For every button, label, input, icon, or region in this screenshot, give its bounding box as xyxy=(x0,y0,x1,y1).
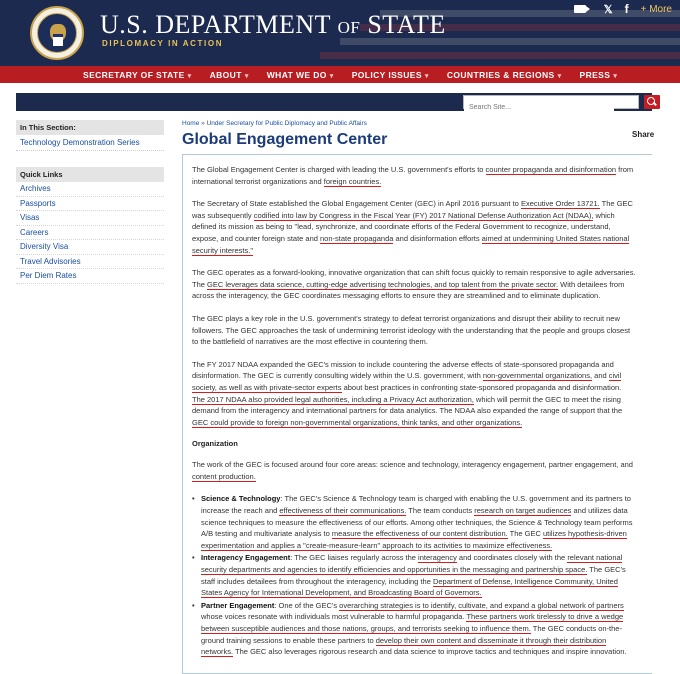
paragraph-3: The GEC operates as a forward-looking, innovative organization that can shift focus quickly to remain responsive to agile adversaries. The GEC leverages data science, cutting-edge advertising technologies, and top talent from the private sector. With detailees from across the interagency, the GEC coordinates messaging efforts to ensure they are streamlined and to eliminate duplication. xyxy=(192,268,636,301)
quick-link-passports[interactable]: Passports xyxy=(16,197,164,212)
chevron-down-icon: ▾ xyxy=(244,72,249,80)
list-item-science-technology: • Science & Technology: The GEC's Science & Technology team is charged with enabling the U.S. government and its partners to increase the reach and effectiveness of their communications. The team conducts research on target audiences and utilizes data science techniques to measure the effectiveness of our efforts. Among other techniques, the Science & Technology team performs A/B testing and multivariate analysis to measure the effectiveness of our content distribution. The GEC utilizes hypothesis-driven experimentation and applies a "create-measure-learn" approach to its activities to maximize effectiveness. xyxy=(192,493,636,551)
nav-secretary-of-state[interactable]: SECRETARY OF STATE ▾ xyxy=(83,69,192,80)
site-title[interactable]: U.S. DEPARTMENT OF STATE xyxy=(100,10,446,39)
shield-icon xyxy=(53,34,63,46)
chevron-down-icon: ▾ xyxy=(557,72,562,80)
quick-link-travel-advisories[interactable]: Travel Advisories xyxy=(16,255,164,270)
share-button[interactable]: Share xyxy=(632,130,655,139)
paragraph-6: The work of the GEC is focused around four core areas: science and technology, interagency engagement, partner engagement, and content production. xyxy=(192,460,633,481)
facebook-icon[interactable]: f xyxy=(624,2,629,16)
list-item-interagency-engagement: • Interagency Engagement: The GEC liaises regularly across the interagency and coordinates closely with the relevant national security departments and agencies to identify efficiencies and opportunities in the messaging and partnership space. The GEC's staff includes detailees from throughout the interagency, including the Department of Defense, Intelligence Community, United States Agency for International Development, and Broadcasting Board of Governors. xyxy=(192,552,636,598)
breadcrumb-section[interactable]: Under Secretary for Public Diplomacy and Public Affairs xyxy=(206,120,367,127)
nav-about[interactable]: ABOUT ▾ xyxy=(209,69,249,80)
site-header xyxy=(0,0,680,66)
quick-link-visas[interactable]: Visas xyxy=(16,211,164,226)
paragraph-5: The FY 2017 NDAA expanded the GEC's mission to include countering the adverse effects of state-sponsored propaganda and disinformation. The GEC is currently consulting widely within the U.S. government, with non-governmental organizations, and civil society, as well as with private-sector experts about best practices in confronting state-sponsored propaganda and disinformation. The 2017 NDAA also provided legal authorities, including a Privacy Act authorization, which will permit the GEC to meet the rising demand from the interagency and international partners for data analytics. The NDAA also expanded the range of support that the GEC could provide to foreign non-governmental organizations, think tanks, and other organizations. xyxy=(192,359,623,427)
main-navigation xyxy=(0,66,680,83)
search-box xyxy=(463,95,639,109)
search-input[interactable] xyxy=(464,102,614,114)
breadcrumb: Home » Under Secretary for Public Diplomacy and Public Affairs xyxy=(182,120,367,127)
nav-countries-regions[interactable]: COUNTRIES & REGIONS ▾ xyxy=(446,69,562,80)
more-link[interactable]: + More xyxy=(640,3,672,15)
organization-heading: Organization xyxy=(192,439,238,449)
chevron-down-icon: ▾ xyxy=(613,72,618,80)
in-section-heading: In This Section: xyxy=(16,120,164,135)
youtube-icon[interactable] xyxy=(574,5,586,13)
quick-links-list xyxy=(16,182,164,284)
page-title: Global Engagement Center xyxy=(182,131,388,148)
nav-press[interactable]: PRESS ▾ xyxy=(579,69,618,80)
list-item-partner-engagement: • Partner Engagement: One of the GEC's overarching strategies is to identify, cultivate, and expand a global network of partners whose voices resonate with individuals most vulnerable to harmful propaganda. These partners work tirelessly to drive a wedge between susceptible audiences and those nations, groups, and terrorists seeking to influence them. The GEC conducts on-the-ground training sessions to enable these partners to develop their own content and disseminate it through their distribution networks. The GEC also leverages rigorous research and data science to improve tactics and techniques and inspire innovation. xyxy=(192,600,636,658)
search-button[interactable] xyxy=(644,95,660,109)
site-tagline: DIPLOMACY IN ACTION xyxy=(102,39,224,48)
twitter-icon[interactable]: 𝕏 xyxy=(603,3,613,16)
nav-policy-issues[interactable]: POLICY ISSUES ▾ xyxy=(351,69,429,80)
chevron-down-icon: ▾ xyxy=(329,72,334,80)
paragraph-4: The GEC plays a key role in the U.S. government's strategy to defeat terrorist organizations and disrupt their ability to recruit new followers. The GEC approaches the task of undermining terrorist ideology with the understanding that the people and groups closest to the battlefield of narratives are the most effective in countering them. xyxy=(192,313,631,347)
quick-link-archives[interactable]: Archives xyxy=(16,182,164,197)
paragraph-1: The Global Engagement Center is charged with leading the U.S. government's efforts to counter propaganda and disinformation from international terrorist organizations and foreign countries. xyxy=(192,165,634,186)
chevron-down-icon: ▾ xyxy=(187,72,192,80)
quick-links-heading: Quick Links xyxy=(16,167,164,182)
paragraph-2: The Secretary of State established the Global Engagement Center (GEC) in April 2016 pursuant to Executive Order 13721. The GEC was subsequently codified into law by Congress in the Fiscal Year (FY) 2017 National Defense Authorization Act (NDAA), which defined its mission as being to "lead, synchronize, and coordinate efforts of the Federal Government to recognize, understand, expose, and counter foreign state and non-state propaganda and disinformation efforts aimed at undermining United States national security interests." xyxy=(192,199,633,255)
search-bar xyxy=(16,93,652,111)
sidebar-link-technology-demonstration-series[interactable]: Technology Demonstration Series xyxy=(16,135,164,151)
main-content xyxy=(182,120,655,657)
state-department-seal-logo[interactable] xyxy=(30,6,84,60)
quick-link-per-diem-rates[interactable]: Per Diem Rates xyxy=(16,269,164,284)
sidebar xyxy=(16,120,164,284)
quick-link-diversity-visa[interactable]: Diversity Visa xyxy=(16,240,164,255)
quick-link-careers[interactable]: Careers xyxy=(16,226,164,241)
chevron-down-icon: ▾ xyxy=(424,72,429,80)
social-links xyxy=(574,2,672,16)
core-areas-list xyxy=(192,493,636,657)
breadcrumb-home[interactable]: Home xyxy=(182,120,200,127)
article-body xyxy=(182,154,652,674)
executive-order-link[interactable]: Executive Order 13721. xyxy=(520,199,600,209)
nav-what-we-do[interactable]: WHAT WE DO ▾ xyxy=(266,69,334,80)
